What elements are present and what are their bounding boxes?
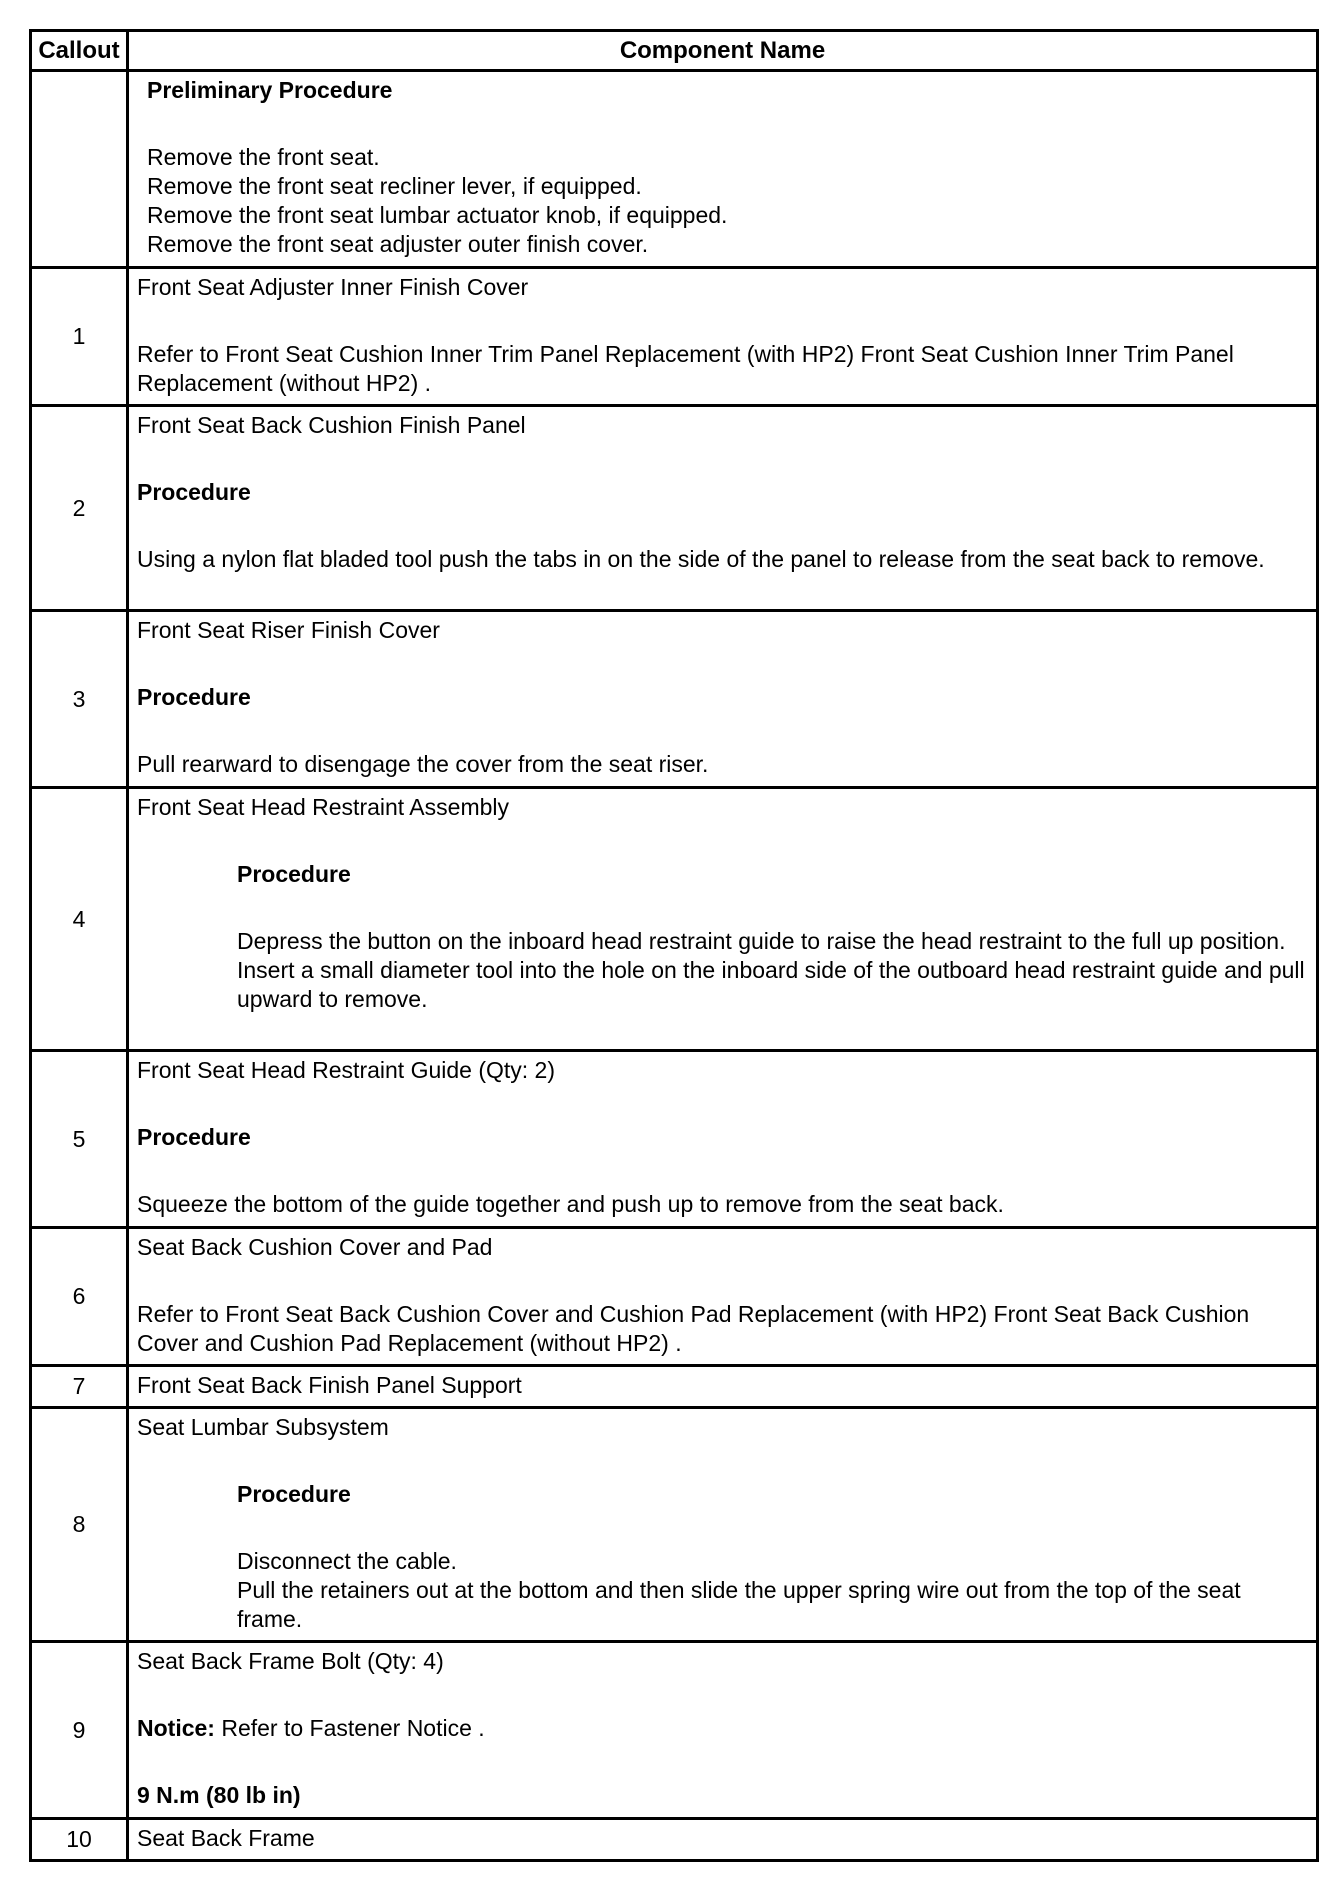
component-name: Front Seat Riser Finish Cover bbox=[137, 617, 440, 643]
preliminary-step: Remove the front seat lumbar actuator knob, if equipped. bbox=[147, 202, 728, 228]
component-name: Seat Back Frame bbox=[137, 1825, 315, 1851]
notice-label: Notice: bbox=[137, 1715, 215, 1741]
notice-text: Refer to Fastener Notice . bbox=[214, 1715, 485, 1741]
procedure-label: Procedure bbox=[237, 1481, 351, 1507]
component-cell bbox=[128, 1408, 1318, 1642]
callout-cell bbox=[31, 71, 128, 268]
preliminary-step: Remove the front seat adjuster outer finish cover. bbox=[147, 231, 649, 257]
component-name: Front Seat Back Finish Panel Support bbox=[137, 1372, 522, 1398]
component-text: Squeeze the bottom of the guide together and push up to remove from the seat back. bbox=[137, 1191, 1004, 1217]
table-row bbox=[31, 611, 1318, 788]
component-text: Refer to Front Seat Cushion Inner Trim Panel Replacement (with HP2) Front Seat Cushion Inner Trim Panel Replacement (without HP2) . bbox=[137, 341, 1234, 396]
callout-number: 1 bbox=[31, 268, 128, 406]
preliminary-cell bbox=[128, 71, 1318, 268]
procedure-label: Procedure bbox=[137, 684, 251, 710]
table-row bbox=[31, 1366, 1318, 1408]
component-text: Pull rearward to disengage the cover from the seat riser. bbox=[137, 751, 709, 777]
notice-line bbox=[137, 1714, 1308, 1743]
component-name: Front Seat Head Restraint Assembly bbox=[137, 794, 509, 820]
callout-number: 10 bbox=[31, 1819, 128, 1861]
header-row bbox=[31, 31, 1318, 71]
table-row bbox=[31, 1819, 1318, 1861]
component-cell bbox=[128, 406, 1318, 611]
table-row bbox=[31, 406, 1318, 611]
component-cell bbox=[128, 1051, 1318, 1228]
component-cell bbox=[128, 788, 1318, 1051]
component-cell bbox=[128, 1819, 1318, 1861]
component-cell bbox=[128, 1228, 1318, 1366]
component-cell bbox=[128, 1366, 1318, 1408]
document bbox=[29, 29, 1316, 1862]
callout-number: 2 bbox=[31, 406, 128, 611]
callout-number: 5 bbox=[31, 1051, 128, 1228]
preliminary-step: Remove the front seat. bbox=[147, 144, 380, 170]
component-name: Seat Back Cushion Cover and Pad bbox=[137, 1234, 493, 1260]
component-cell bbox=[128, 268, 1318, 406]
component-text: Insert a small diameter tool into the hole on the inboard side of the outboard head restraint guide and pull upward to remove. bbox=[237, 957, 1305, 1012]
component-cell bbox=[128, 1642, 1318, 1819]
component-name: Front Seat Back Cushion Finish Panel bbox=[137, 412, 526, 438]
component-name: Seat Lumbar Subsystem bbox=[137, 1414, 389, 1440]
preliminary-title: Preliminary Procedure bbox=[147, 77, 393, 103]
component-name-header: Component Name bbox=[128, 31, 1318, 71]
component-name: Front Seat Head Restraint Guide (Qty: 2) bbox=[137, 1057, 556, 1083]
callout-number: 9 bbox=[31, 1642, 128, 1819]
component-text: Refer to Front Seat Back Cushion Cover and Cushion Pad Replacement (with HP2) Front Seat Back Cushion Cover and Cushion Pad Replacement (without HP2) . bbox=[137, 1301, 1250, 1356]
component-cell bbox=[128, 611, 1318, 788]
table-row bbox=[31, 268, 1318, 406]
component-text: Using a nylon flat bladed tool push the tabs in on the side of the panel to release from the seat back to remove. bbox=[137, 546, 1265, 572]
table-row bbox=[31, 1408, 1318, 1642]
procedure-label: Procedure bbox=[137, 479, 251, 505]
callout-number: 8 bbox=[31, 1408, 128, 1642]
preliminary-step: Remove the front seat recliner lever, if equipped. bbox=[147, 173, 642, 199]
table-row bbox=[31, 71, 1318, 268]
component-name: Front Seat Adjuster Inner Finish Cover bbox=[137, 274, 529, 300]
table-row bbox=[31, 788, 1318, 1051]
component-text: Pull the retainers out at the bottom and then slide the upper spring wire out from the top of the seat frame. bbox=[237, 1577, 1241, 1632]
component-name: Seat Back Frame Bolt (Qty: 4) bbox=[137, 1648, 444, 1674]
callout-number: 4 bbox=[31, 788, 128, 1051]
callout-number: 7 bbox=[31, 1366, 128, 1408]
table-row bbox=[31, 1051, 1318, 1228]
table-row bbox=[31, 1228, 1318, 1366]
procedure-label: Procedure bbox=[237, 861, 351, 887]
component-text: Disconnect the cable. bbox=[237, 1548, 457, 1574]
callout-header: Callout bbox=[31, 31, 128, 71]
callout-number: 3 bbox=[31, 611, 128, 788]
procedure-label: Procedure bbox=[137, 1124, 251, 1150]
component-text: Depress the button on the inboard head restraint guide to raise the head restraint to the full up position. bbox=[237, 928, 1286, 954]
callout-number: 6 bbox=[31, 1228, 128, 1366]
table-row bbox=[31, 1642, 1318, 1819]
component-table bbox=[29, 29, 1319, 1862]
torque-spec: 9 N.m (80 lb in) bbox=[137, 1782, 301, 1808]
